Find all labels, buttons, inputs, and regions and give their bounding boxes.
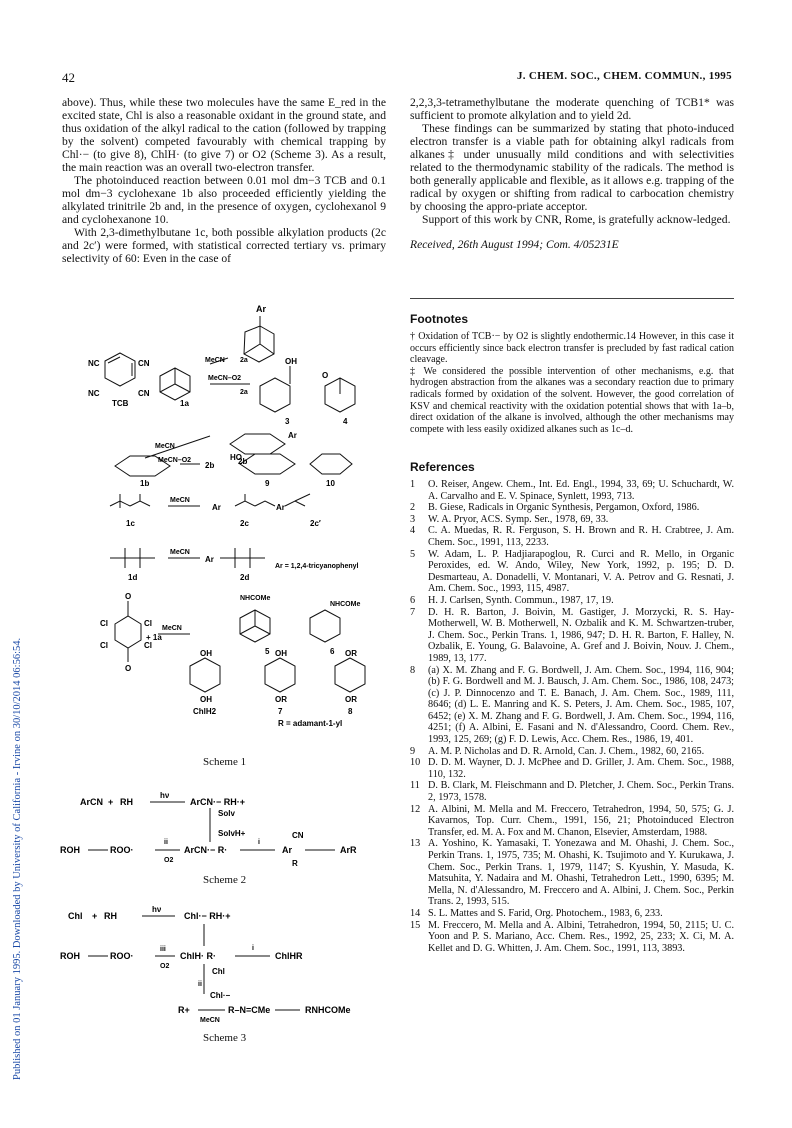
scheme3-caption: Scheme 3 [203,1032,247,1044]
scheme-label: O2 [164,857,174,864]
scheme-label: MeCN–O2 [208,375,242,382]
reference-item [410,804,734,839]
reference-number: 12 [410,803,421,815]
reference-item [410,595,734,607]
scheme-label: 9 [265,479,270,488]
scheme-label: 1c [126,519,135,528]
scheme-label: hν [160,791,170,800]
reference-text: D. H. R. Barton, J. Boivin, M. Gastiger, J. Morzycki, R. S. Hay-Motherwell, W. B. Motherwell, N. Ozbalik and K. M. Schwartzen-truber, J. Chem. Soc., Perkin Trans. 1, 1986, 947; D. H. R. Barton, F. Halley, N. Ozbalik, E. Young, G. Balavoine, A. Gref and J. Boivin, Nouv. J. Chem., 1989, 13, 177. [428,606,734,664]
reference-number: 3 [410,513,416,525]
scheme-label: Chl·− RH·+ [184,911,231,921]
reference-text: W. A. Pryor, ACS. Symp. Ser., 1978, 69, 33. [428,513,609,525]
scheme-label: R [292,859,298,868]
scheme-label: hν [152,906,162,914]
scheme-label: Ar [212,503,221,512]
paragraph: The photoinduced reaction between 0.01 mol dm−3 TCB and 0.1 mol dm−3 cyclohexane 1b also proceeded efficiently yielding the alkylated trinitrile 2b and, in the presence of oxygen, cyclohexanol 9 and cyclohexanone 10. [62,174,386,226]
reference-text: O. Reiser, Angew. Chem., Int. Ed. Engl., 1994, 33, 69; U. Schuchardt, W. A. Carvalho and E. V. Spinace, Synlett, 1993, 713. [428,479,734,502]
scheme-label: O [322,371,329,380]
scheme1-caption: Scheme 1 [203,756,247,768]
scheme-label: MeCN [170,497,190,504]
download-watermark [0,0,26,1128]
scheme-label: Chl [68,911,83,921]
scheme-label: OH [200,649,212,658]
references-section [410,460,734,954]
reference-number: 13 [410,838,421,850]
page-number: 42 [62,70,75,85]
scheme-label: O [125,592,132,601]
scheme2-figure [60,790,400,880]
scheme-label: 2a [240,357,248,364]
reference-text: A. M. P. Nicholas and D. R. Arnold, Can. J. Chem., 1982, 60, 2165. [428,745,705,757]
references-list [410,479,734,954]
left-column-text [62,96,386,265]
reference-text: H. J. Carlsen, Synth. Commun., 1987, 17, 19. [428,594,614,606]
paragraph: Support of this work by CNR, Rome, is gratefully acknow-ledged. [422,213,731,226]
scheme-label: NHCOMe [240,595,271,602]
scheme-label: 10 [326,479,335,488]
scheme-label: OR [345,695,357,704]
reference-item [410,746,734,758]
scheme-label: Chl [212,967,225,976]
scheme-label: 8 [348,707,353,716]
scheme2-caption: Scheme 2 [203,874,247,886]
reference-text: D. B. Clark, M. Fleischmann and D. Pletcher, J. Chem. Soc., Perkin Trans. 2, 1973, 1578. [428,780,734,804]
reference-item [410,780,734,803]
reference-item [410,514,734,526]
scheme-label: NC [88,389,100,398]
scheme-label: TCB [112,399,129,408]
scheme-label: Ar [256,304,267,314]
scheme-label: Ar = 1,2,4-tricyanophenyl [275,563,359,570]
journal-header: J. CHEM. SOC., CHEM. COMMUN., 1995 [517,70,732,82]
paragraph: With 2,3-dimethylbutane 1c, both possible alkylation products (2c and 2c′) were formed, with statistical corrected tertiary vs. primary selectivity of 60: Even in the case of [62,226,386,265]
reference-number: 2 [410,502,416,514]
scheme-label: iii [160,946,166,953]
scheme-label: 3 [285,417,290,426]
scheme-label: + [108,797,114,807]
scheme1-figure [60,296,400,746]
reference-number: 14 [410,907,421,919]
reference-text: A. Yoshino, K. Yamasaki, T. Yonezawa and M. Ohashi, J. Chem. Soc., Perkin Trans. 1, 1975, 735; M. Ohashi, K. Tsujimoto and Y. Kurukawa, J. Chem. Soc., Perkin Trans. 1, 1979, 1147; S. Kyushin, Y. Masuda, K. Matsuhita, Y. Nadaira and M. Ohashi, Tetrahedron Lett., 1990, 6395; M. Mella, N. d'Alessandro, M. Freccero and A. Albini, J. Chem. Soc., Perkin Trans. 2, 1993, 515. [428,838,734,908]
scheme-label: Cl [100,641,108,650]
scheme-label: RH [120,797,133,807]
scheme-label: Cl [100,619,108,628]
scheme-label: Ar [282,845,293,855]
scheme-label: + 1a [146,633,162,642]
reference-text: A. Albini, M. Mella and M. Freccero, Tetrahedron, 1994, 50, 575; G. J. Kavarnos, Top. Curr. Chem., 1991, 156, 21; Photoinduced Electron Transfer, ed. M. A. Fox and M. Chanon, Elsevier, Amsterdam, 1988. [428,803,734,838]
reference-number: 1 [410,479,416,490]
reference-item [410,920,734,955]
reference-item [410,908,734,920]
scheme-label: 2b [238,457,248,466]
reference-text: (a) X. M. Zhang and F. G. Bordwell, J. Am. Chem. Soc., 1994, 116, 904; (b) F. G. Bordwell and M. J. Bausch, J. Am. Chem. Soc., 1986, 108, 2473; (c) J. P. Dinnocenzo and T. E. Banach, J. Am. Chem. Soc., 1989, 111, 8646; (d) L. E. Manring and K. S. Peters, J. Am. Chem. Soc., 1985, 107, 6452; (e) X. M. Zhang and F. G. Bordwell, J. Am. Chem. Soc., 1994, 116, 4251; (f) A. Albini, E. Fasani and N. d'Alessandro, Coord. Chem. Rev., 1993, 125, 269; (g) F. D. Lewis, Acc. Chem. Res., 1986, 19, 401. [428,664,734,746]
scheme-label: 5 [265,647,270,656]
scheme-label: ROO· [110,845,134,855]
paragraph: above). Thus, while these two molecules have the same E_red in the excited state, Chl is also a reasonable oxidant in the ground state, and thus oxidation of the alkyl radical to the cation (followed by trapping by the solvent) competed favourably with chemical trapping by Chl·− (to give 8), ChlH· (to give 7) or O2 (Scheme 3). As a result, the main reaction was an overall two-electron transfer. [62,96,386,174]
reference-item [410,757,734,780]
scheme-label: O2 [160,963,170,970]
scheme-label: R = adamant-1-yl [278,719,343,728]
reference-item [410,502,734,514]
scheme-label: MeCN–O2 [158,457,192,464]
reference-number: 4 [410,525,416,537]
scheme-label: ArCN·− RH·+ [190,797,246,807]
scheme-label: MeCN [155,443,175,450]
scheme-label: Ar [276,503,285,512]
reference-text: C. A. Muedas, R. R. Ferguson, S. H. Brown and R. H. Crabtree, J. Am. Chem. Soc., 1991, 113, 2233. [428,525,734,548]
scheme-label: 6 [330,647,335,656]
scheme-label: i [252,945,254,952]
footnote: ‡ We considered the possible intervention of other mechanisms, e.g. that hydrogen abstraction from the alkanes was a secondary reaction due to primary radicals formed by oxidation of the solvent. However, the good correlation of KSV and chemical reactivity with the oxidation potential shows that with 1a–b, direct oxidation of the alkane is involved, although the other mechanisms may compete with less easily oxidized alkanes such as 1c–d. [410,365,734,435]
right-column-text [410,96,734,251]
reference-item [410,607,734,665]
scheme-label: 2c [240,519,249,528]
reference-text: M. Freccero, M. Mella and A. Albini, Tetrahedron, 1994, 50, 2115; U. C. Yoon and P. S. Mariano, Acc. Chem. Res., 1992, 25, 233; X. Ci, M. A. Kellet and D. G. Whitten, J. Am. Chem. Soc., 1991, 113, 3893. [428,919,734,954]
scheme-label: Chl·− [210,991,231,1000]
scheme-label: CN [138,359,150,368]
scheme-label: CN [292,831,304,840]
scheme-label: 1d [128,573,138,582]
paragraph: 2,2,3,3-tetramethylbutane the moderate quenching of TCB1* was sufficient to promote alkylation and to yield 2d. [410,96,734,122]
reference-number: 10 [410,757,421,769]
footnotes-heading: Footnotes [410,312,468,326]
reference-text: D. D. M. Wayner, D. J. McPhee and D. Griller, J. Am. Chem. Soc., 1988, 110, 132. [428,757,734,780]
reference-number: 11 [410,780,420,792]
scheme-label: 4 [343,417,348,426]
scheme-label: Ar [205,555,214,564]
scheme-label: i [258,839,260,846]
footnotes-section [410,312,734,435]
scheme-label: MeCN [162,625,182,632]
scheme-label: Solv [218,809,235,818]
reference-item [410,479,734,502]
scheme-label: CN [138,389,150,398]
scheme-label: 2a [240,389,248,396]
scheme-label: RH [104,911,117,921]
scheme-label: ArR [340,845,357,855]
scheme-label: OR [275,695,287,704]
reference-number: 5 [410,548,416,560]
scheme-label: ChlH2 [193,707,217,716]
scheme-label: ArCN [80,797,104,807]
scheme-label: Ar [288,431,297,440]
scheme-label: 1b [140,479,150,488]
reference-item [410,838,734,908]
scheme-label: OH [285,357,297,366]
scheme-label: 2b [205,461,215,470]
scheme-label: ChlHR [275,951,303,961]
scheme-label: ROH [60,845,80,855]
scheme-label: ii [198,981,202,988]
scheme-label: OR [345,649,357,658]
reference-number: 15 [410,919,421,931]
scheme-label: Cl [144,619,152,628]
scheme-label: ROO· [110,951,134,961]
scheme-label: 7 [278,707,283,716]
download-notice-text: Published on 01 January 1995. Downloaded by University of California - Irvine on 30/10/2014 06:56:54. [12,637,23,1080]
reference-item [410,549,734,595]
scheme-label: OH [275,649,287,658]
scheme-label: MeCN [200,1017,220,1024]
scheme-label: ROH [60,951,80,961]
scheme-label: R–N=CMe [228,1005,271,1015]
scheme-label: 2d [240,573,250,582]
reference-text: B. Giese, Radicals in Organic Synthesis, Pergamon, Oxford, 1986. [428,502,700,514]
scheme-label: 1a [180,399,189,408]
scheme-label: + [92,911,98,921]
scheme-label: ArCN·− R· [184,845,228,855]
scheme-label: NHCOMe [330,601,361,608]
references-heading: References [410,460,475,474]
reference-number: 8 [410,664,416,676]
footnote: † Oxidation of TCB·− by O2 is slightly endothermic.14 However, in this case it occurs efficiently since back electron transfer is precluded by fast radical cation cleavage. [410,331,734,366]
scheme-label: SolvH+ [218,829,246,838]
scheme-label: 2c′ [310,519,321,528]
scheme-label: O [125,664,132,673]
received-line: Received, 26th August 1994; Com. 4/05231E [410,238,619,251]
scheme-label: MeCN [205,357,225,364]
scheme-label: OH [200,695,212,704]
scheme-label: Cl [144,641,152,650]
scheme-label: HO [230,453,242,462]
reference-item [410,525,734,548]
reference-number: 9 [410,745,416,757]
scheme-label: MeCN [170,549,190,556]
reference-text: S. L. Mattes and S. Farid, Org. Photochem., 1983, 6, 233. [428,907,663,919]
scheme-label: ChlH· R· [180,951,216,961]
scheme-label: ii [164,839,168,846]
paragraph: These findings can be summarized by stating that photo-induced electron transfer is a viable path for obtaining alkyl radicals from alkanes‡ under unusually mild conditions and with selectivities related to the thermodynamic stability of the radicals. The method is both generally applicable and flexible, as it allows e.g. trapping of the radical by oxygen or shifting from radical to carbocation chemistry by choosing the appro-priate acceptor. [410,122,734,213]
scheme-label: NC [88,359,100,368]
reference-item [410,665,734,746]
scheme3-figure [60,906,400,1026]
scheme-label: R+ [178,1005,190,1015]
scheme-label: RNHCOMe [305,1005,351,1015]
reference-text: W. Adam, L. P. Hadjiarapoglou, R. Curci and R. Mello, in Organic Peroxides, ed. W. Ando, Wiley, New York, 1992, p. 195; D. D. Desmarteau, A. Donadelli, V. Montanari, V. A. Petrov and G. Resnati, J. Am. Chem. Soc., 1993, 115, 4987. [428,548,734,595]
reference-number: 6 [410,594,416,606]
reference-number: 7 [410,606,416,618]
divider [410,298,734,299]
